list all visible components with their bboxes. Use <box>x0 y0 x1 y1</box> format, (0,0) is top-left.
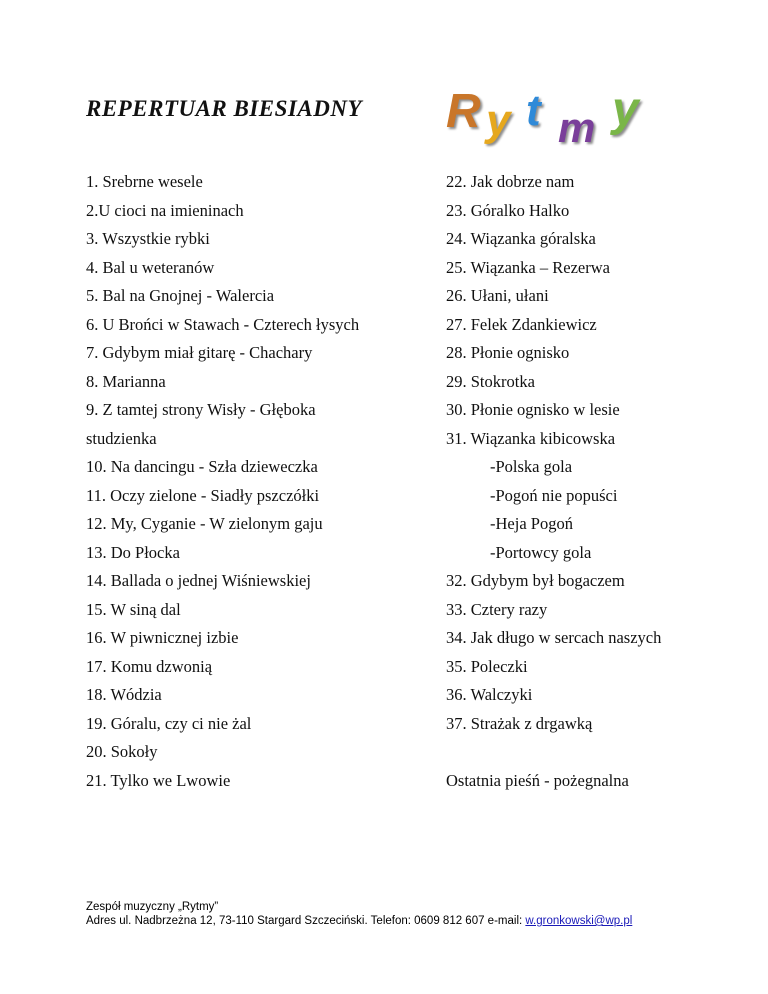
song-list-left <box>86 168 359 795</box>
song-item: 11. Oczy zielone - Siadły pszczółki <box>86 485 320 505</box>
song-list-right <box>446 168 661 795</box>
song-item: 6. U Brońci w Stawach - Czterech łysych <box>86 314 360 334</box>
song-item: 13. Do Płocka <box>86 542 180 562</box>
medley-sub-item: -Heja Pogoń <box>490 514 573 533</box>
medley-sub-item: -Polska gola <box>490 457 573 476</box>
footer-address: Adres ul. Nadbrzeżna 12, 73-110 Stargard Szczeciński. Telefon: 0609 812 607 e-mail: <box>86 915 526 927</box>
song-item: 32. Gdybym był bogaczem <box>446 571 625 590</box>
logo-letter-y: y <box>486 96 511 145</box>
logo-letter-y2: y <box>612 83 639 136</box>
logo-letter-r: R <box>446 85 481 138</box>
song-item: 1. Srebrne wesele <box>86 172 203 191</box>
footer-contact <box>86 914 632 928</box>
song-item: 12. My, Cyganie - W zielonym gaju <box>86 514 323 533</box>
song-item: 28. Płonie ognisko <box>446 343 570 362</box>
song-item: 36. Walczyki <box>446 685 533 704</box>
song-item: 2.U cioci na imieninach <box>86 200 244 220</box>
song-item: 34. Jak długo w sercach naszych <box>446 628 662 647</box>
song-item: 22. Jak dobrze nam <box>446 172 575 191</box>
song-item: 37. Strażak z drgawką <box>446 713 593 733</box>
song-item: 15. W siną dal <box>86 599 181 619</box>
song-item: 5. Bal na Gnojnej - Walercia <box>86 286 275 305</box>
song-item: 9. Z tamtej strony Wisły - Głęboka <box>86 400 316 419</box>
song-item: 31. Wiązanka kibicowska <box>446 428 616 448</box>
song-item: 14. Ballada o jednej Wiśniewskiej <box>86 571 311 590</box>
footer-band-name: Zespół muzyczny „Rytmy” <box>86 901 219 913</box>
song-item: 10. Na dancingu - Szła dzieweczka <box>86 457 318 476</box>
song-item: 18. Wódzia <box>86 685 162 704</box>
song-item-continuation: studzienka <box>86 428 157 448</box>
song-item: 7. Gdybym miał gitarę - Chachary <box>86 343 313 362</box>
song-item: 29. Stokrotka <box>446 371 535 391</box>
rytmy-logo <box>440 82 662 152</box>
song-item: 23. Góralko Halko <box>446 200 570 220</box>
song-item: 19. Góralu, czy ci nie żal <box>86 713 252 733</box>
footer <box>86 900 632 928</box>
song-item: 25. Wiązanka – Rezerwa <box>446 257 610 277</box>
song-item: 30. Płonie ognisko w lesie <box>446 400 620 419</box>
song-item: 26. Ułani, ułani <box>446 286 549 305</box>
email-link[interactable]: w.gronkowski@wp.pl <box>525 915 633 927</box>
song-item: 33. Cztery razy <box>446 599 548 619</box>
logo-letter-t: t <box>526 86 541 135</box>
song-item: 16. W piwnicznej izbie <box>86 628 239 647</box>
logo-letter-m: m <box>558 104 596 151</box>
song-item: 8. Marianna <box>86 371 166 391</box>
song-item: 24. Wiązanka góralska <box>446 229 596 248</box>
song-item: 35. Poleczki <box>446 656 528 676</box>
song-item: 27. Felek Zdankiewicz <box>446 314 597 334</box>
closing-song: Ostatnia pieśń - pożegnalna <box>446 770 629 790</box>
song-item: 21. Tylko we Lwowie <box>86 770 231 790</box>
medley-sub-item: -Pogoń nie popuści <box>490 485 618 505</box>
medley-sub-item: -Portowcy gola <box>490 542 592 562</box>
page-title: REPERTUAR BIESIADNY <box>86 96 362 121</box>
song-item: 3. Wszystkie rybki <box>86 229 210 248</box>
song-item: 20. Sokoły <box>86 742 158 761</box>
song-item: 4. Bal u weteranów <box>86 257 215 277</box>
song-item: 17. Komu dzwonią <box>86 656 213 676</box>
